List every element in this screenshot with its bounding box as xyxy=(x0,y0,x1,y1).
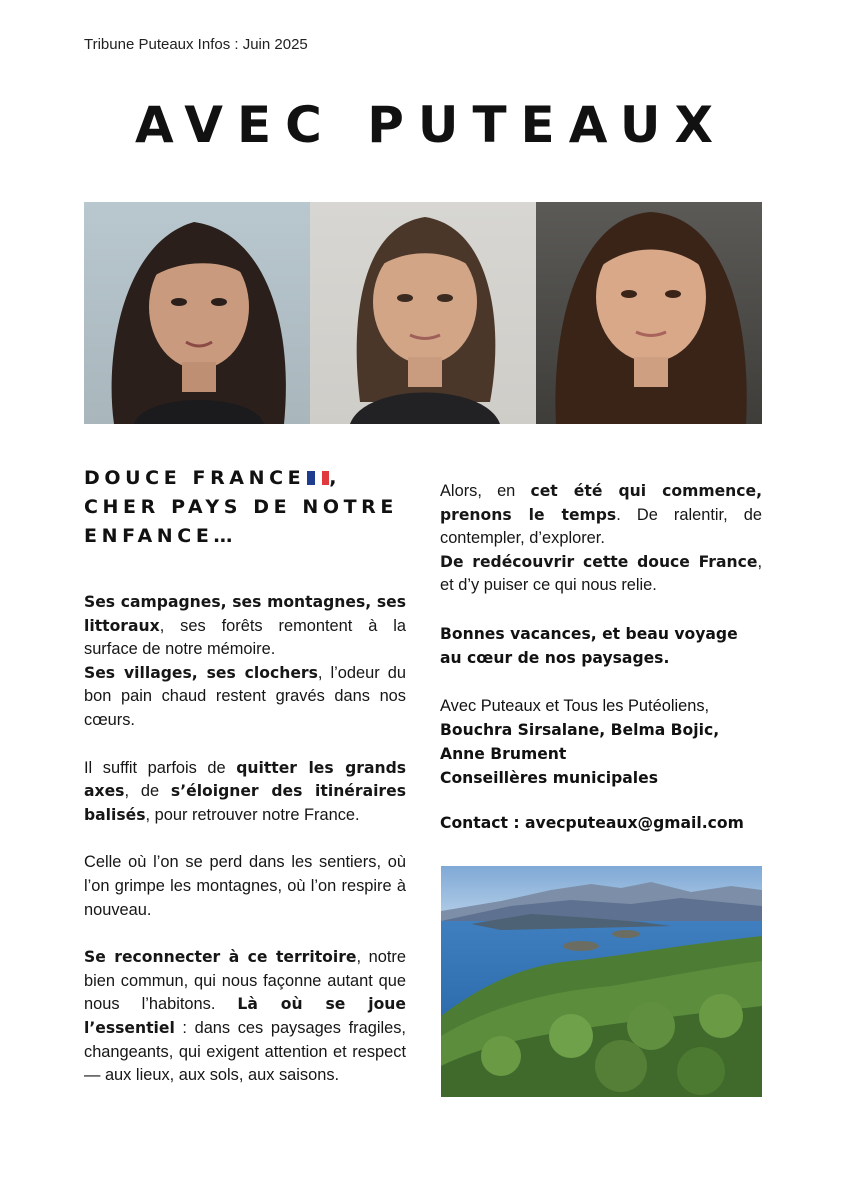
paragraph-territory: Se reconnecter à ce territoire, notre bien commun, qui nous façonne autant que nous l’habitons. Là où se joue l’essentiel : dans ces paysages fragiles, changeants, qui exigent attention et respect — aux lieux, aux sols, aux saisons. xyxy=(84,948,406,1085)
paragraph-villages: Ses villages, ses clochers, l’odeur du bon pain chaud restent gravés dans nos cœurs. xyxy=(84,663,406,729)
authors-line-2: Anne Brument xyxy=(440,744,567,763)
section-heading xyxy=(84,464,406,551)
portrait-photo-3 xyxy=(536,202,762,424)
contact-email[interactable]: Contact : avecputeaux@gmail.com xyxy=(440,813,744,832)
left-column xyxy=(84,464,406,1088)
paragraph-paths: Celle où l’on se perd dans les sentiers, où l’on grimpe les montagnes, où l’on respire à nouveau. xyxy=(84,853,406,919)
portrait-strip xyxy=(84,202,762,424)
french-flag-icon xyxy=(307,471,329,485)
paragraph-rediscover: De redécouvrir cette douce France, et d’y puiser ce qui nous relie. xyxy=(440,552,762,595)
flag-band-blue xyxy=(307,471,314,485)
heading-line-1: DOUCE FRANCE xyxy=(84,467,306,489)
heading-line-2: CHER PAYS DE NOTRE xyxy=(84,496,398,518)
signoff: Avec Puteaux et Tous les Putéoliens, xyxy=(440,696,710,715)
portrait-photo-2 xyxy=(310,202,536,424)
heading-comma: , xyxy=(329,467,342,489)
paragraph-leave-roads: Il suffit parfois de quitter les grands axes, de s’éloigner des itinéraires balisés, pour retrouver notre France. xyxy=(84,758,407,824)
page-title: AVEC PUTEAUX xyxy=(134,96,728,154)
publication-header: Tribune Puteaux Infos : Juin 2025 xyxy=(84,36,308,53)
right-column xyxy=(440,480,762,832)
portrait-photo-1 xyxy=(84,202,310,424)
closing-wish: Bonnes vacances, et beau voyage au cœur de nos paysages. xyxy=(440,624,738,667)
heading-line-3: ENFANCE… xyxy=(84,525,238,547)
paragraph-summer: Alors, en cet été qui commence, prenons le temps. De ralentir, de contempler, d’explorer. xyxy=(440,482,762,548)
authors-role: Conseillères municipales xyxy=(440,768,658,787)
flag-band-white xyxy=(315,471,322,485)
landscape-photo xyxy=(441,866,762,1097)
paragraph-landscapes: Ses campagnes, ses montagnes, ses littoraux, ses forêts remontent à la surface de notre mémoire. xyxy=(84,593,406,659)
authors-line-1: Bouchra Sirsalane, Belma Bojic, xyxy=(440,720,720,739)
